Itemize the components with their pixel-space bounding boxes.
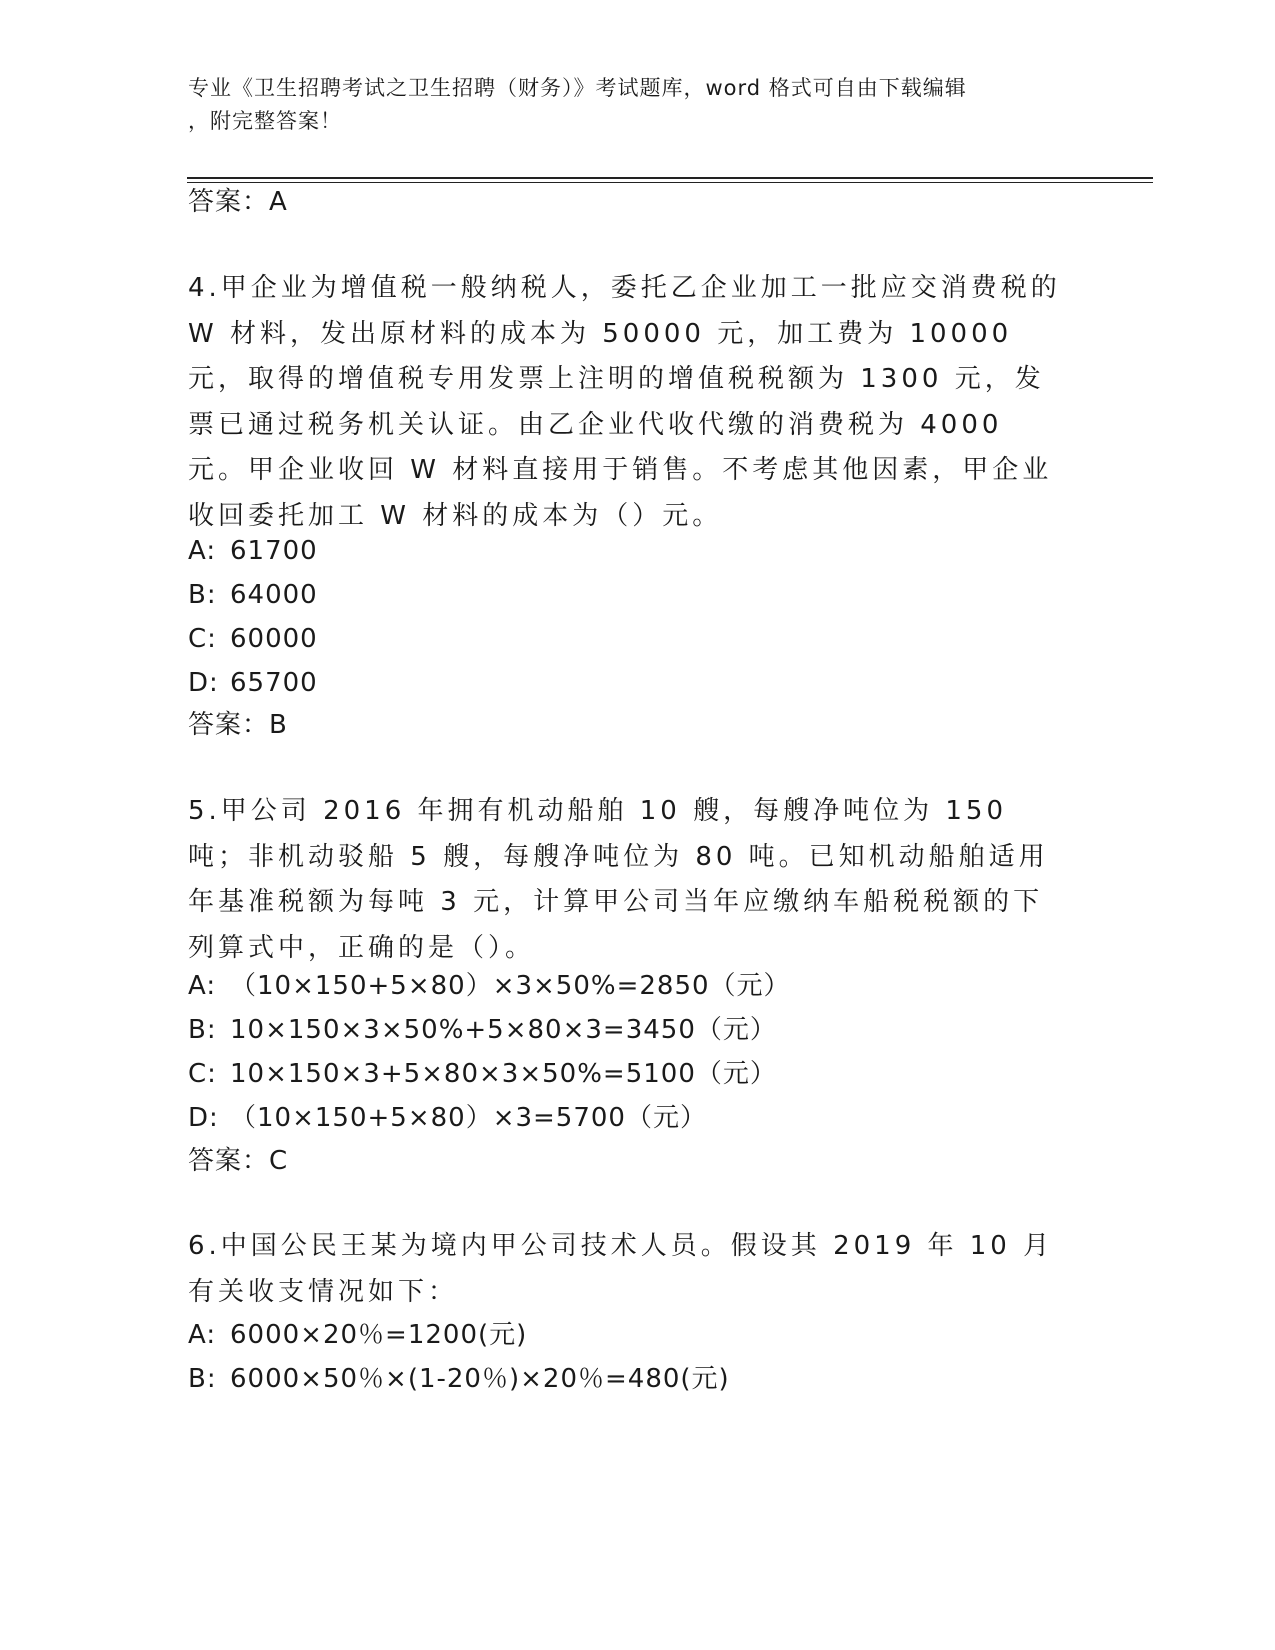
header-line-2: ，附完整答案！ [188,109,342,133]
option-label: D: [188,1103,219,1133]
header-divider-thick [187,177,1153,179]
question-4-answer: 答案：B [188,710,288,740]
option-label: A: [188,536,217,566]
option-text: 6000×50％×(1-20％)×20％=480(元) [230,1364,730,1394]
option-label: D: [188,668,219,698]
option-text: （10×150+5×80）×3×50%=2850（元） [230,971,791,1001]
question-6-text: 6.中国公民王某为境内甲公司技术人员。假设其 2019 年 10 月有关收支情况如下： [188,1231,1054,1307]
option-text: 60000 [230,624,318,654]
question-5-option-a [188,970,791,1002]
question-4-text: 4.甲企业为增值税一般纳税人，委托乙企业加工一批应交消费税的 W 材料，发出原材料的成本为 50000 元，加工费为 10000 元，取得的增值税专用发票上注明的增值税税额为 1300 元，发票已通过税务机关认证。由乙企业代收代缴的消费税为 4000 元。甲企业收回 W 材料直接用于销售。不考虑其他因素，甲企业收回委托加工 W 材料的成本为（）元。 [188,273,1061,531]
option-text: 65700 [230,668,318,698]
option-text: 6000×20％=1200(元) [230,1320,528,1350]
option-text: 10×150×3+5×80×3×50%=5100（元） [230,1059,777,1089]
option-label: B: [188,580,217,610]
question-5-option-c [188,1058,777,1090]
option-label: A: [188,1320,217,1350]
question-4-option-a [188,535,318,567]
option-label: B: [188,1015,217,1045]
question-4-option-d [188,667,318,699]
option-label: A: [188,971,217,1001]
question-4-option-b [188,579,318,611]
question-6-option-b [188,1363,730,1395]
option-label: B: [188,1364,217,1394]
document-header [188,72,1068,138]
option-text: 10×150×3×50%+5×80×3=3450（元） [230,1015,777,1045]
option-text: 61700 [230,536,318,566]
previous-answer: 答案：A [188,187,288,217]
header-divider-thin [187,182,1153,183]
question-5-option-b [188,1014,777,1046]
option-label: C: [188,1059,217,1089]
question-5-text: 5.甲公司 2016 年拥有机动船舶 10 艘，每艘净吨位为 150 吨；非机动驳船 5 艘，每艘净吨位为 80 吨。已知机动船舶适用年基准税额为每吨 3 元，计算甲公司当年应缴纳车船税税额的下列算式中，正确的是（）。 [188,796,1049,963]
question-5-option-d [188,1102,707,1134]
question-4-option-c [188,623,318,655]
question-6-option-a [188,1319,527,1351]
question-5-answer: 答案：C [188,1146,289,1176]
option-text: （10×150+5×80）×3=5700（元） [230,1103,707,1133]
option-label: C: [188,624,217,654]
option-text: 64000 [230,580,318,610]
header-line-1: 专业《卫生招聘考试之卫生招聘（财务）》考试题库，word 格式可自由下载编辑 [188,76,967,100]
